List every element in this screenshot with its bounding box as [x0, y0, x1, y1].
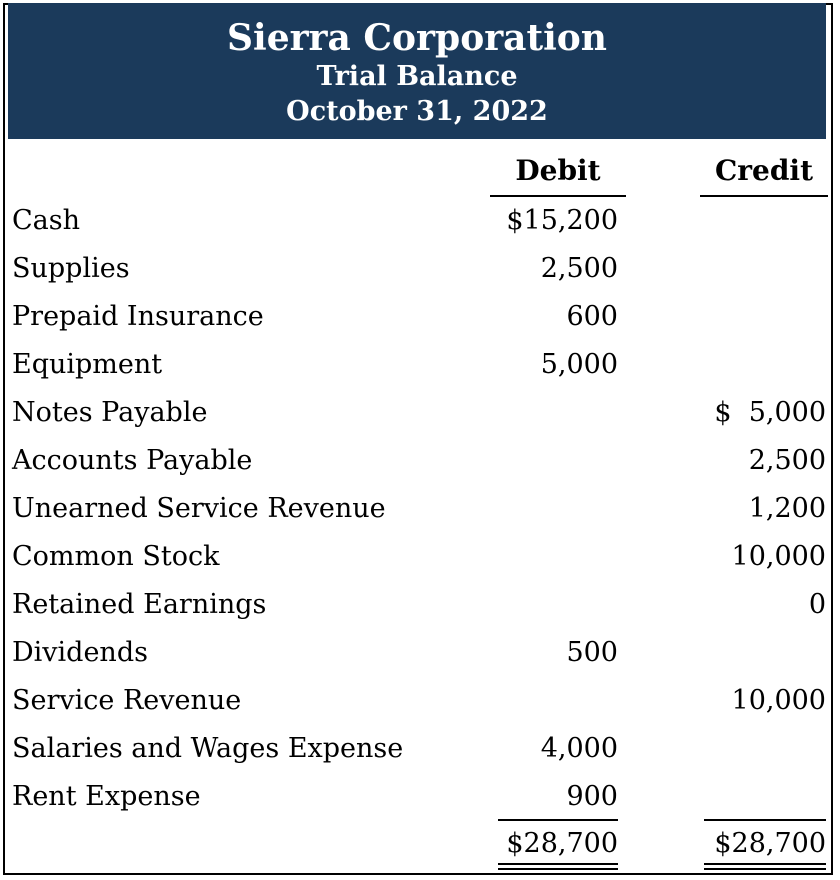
account-name: Equipment — [12, 349, 163, 380]
account-row-rent-expense — [0, 773, 840, 821]
company-name: Sierra Corporation — [227, 17, 607, 59]
debit-amount: 600 — [566, 301, 618, 332]
account-name: Service Revenue — [12, 685, 242, 716]
credit-subtotal-rule — [704, 819, 826, 821]
account-row-notes-payable — [0, 389, 840, 437]
credit-amount: 2,500 — [748, 445, 826, 476]
credit-amount: 0 — [808, 589, 826, 620]
debit-amount: 900 — [566, 781, 618, 812]
debit-amount: $15,200 — [506, 205, 618, 236]
debit-subtotal-rule — [498, 819, 618, 821]
account-name: Cash — [12, 205, 81, 236]
statement-title: Trial Balance — [316, 61, 518, 92]
debit-amount: 500 — [566, 637, 618, 668]
account-name: Accounts Payable — [12, 445, 253, 476]
account-name: Dividends — [12, 637, 148, 668]
account-row-unearned-service-revenue — [0, 485, 840, 533]
account-rows — [0, 197, 840, 821]
account-name: Common Stock — [12, 541, 220, 572]
account-row-common-stock — [0, 533, 840, 581]
account-row-accounts-payable — [0, 437, 840, 485]
statement-header — [8, 3, 826, 139]
account-row-service-revenue — [0, 677, 840, 725]
account-name: Rent Expense — [12, 781, 201, 812]
credit-total: $28,700 — [714, 828, 826, 859]
account-row-dividends — [0, 629, 840, 677]
account-name: Salaries and Wages Expense — [12, 733, 404, 764]
account-row-salaries-and-wages-expense — [0, 725, 840, 773]
credit-amount: 1,200 — [748, 493, 826, 524]
credit-amount: 10,000 — [731, 541, 826, 572]
debit-total-double-rule — [498, 863, 618, 870]
credit-total-double-rule — [704, 863, 826, 870]
account-row-cash — [0, 197, 840, 245]
account-name: Notes Payable — [12, 397, 208, 428]
account-row-prepaid-insurance — [0, 293, 840, 341]
account-name: Unearned Service Revenue — [12, 493, 386, 524]
credit-amount: 10,000 — [731, 685, 826, 716]
debit-amount: 2,500 — [540, 253, 618, 284]
account-row-equipment — [0, 341, 840, 389]
debit-amount: 5,000 — [540, 349, 618, 380]
account-name: Retained Earnings — [12, 589, 267, 620]
account-row-retained-earnings — [0, 581, 840, 629]
account-name: Prepaid Insurance — [12, 301, 264, 332]
debit-amount: 4,000 — [540, 733, 618, 764]
credit-amount: $ 5,000 — [714, 397, 826, 428]
debit-total: $28,700 — [506, 828, 618, 859]
statement-date: October 31, 2022 — [286, 96, 548, 127]
debit-column-header: Debit — [515, 154, 601, 187]
account-row-supplies — [0, 245, 840, 293]
account-name: Supplies — [12, 253, 130, 284]
credit-column-header: Credit — [715, 154, 813, 187]
